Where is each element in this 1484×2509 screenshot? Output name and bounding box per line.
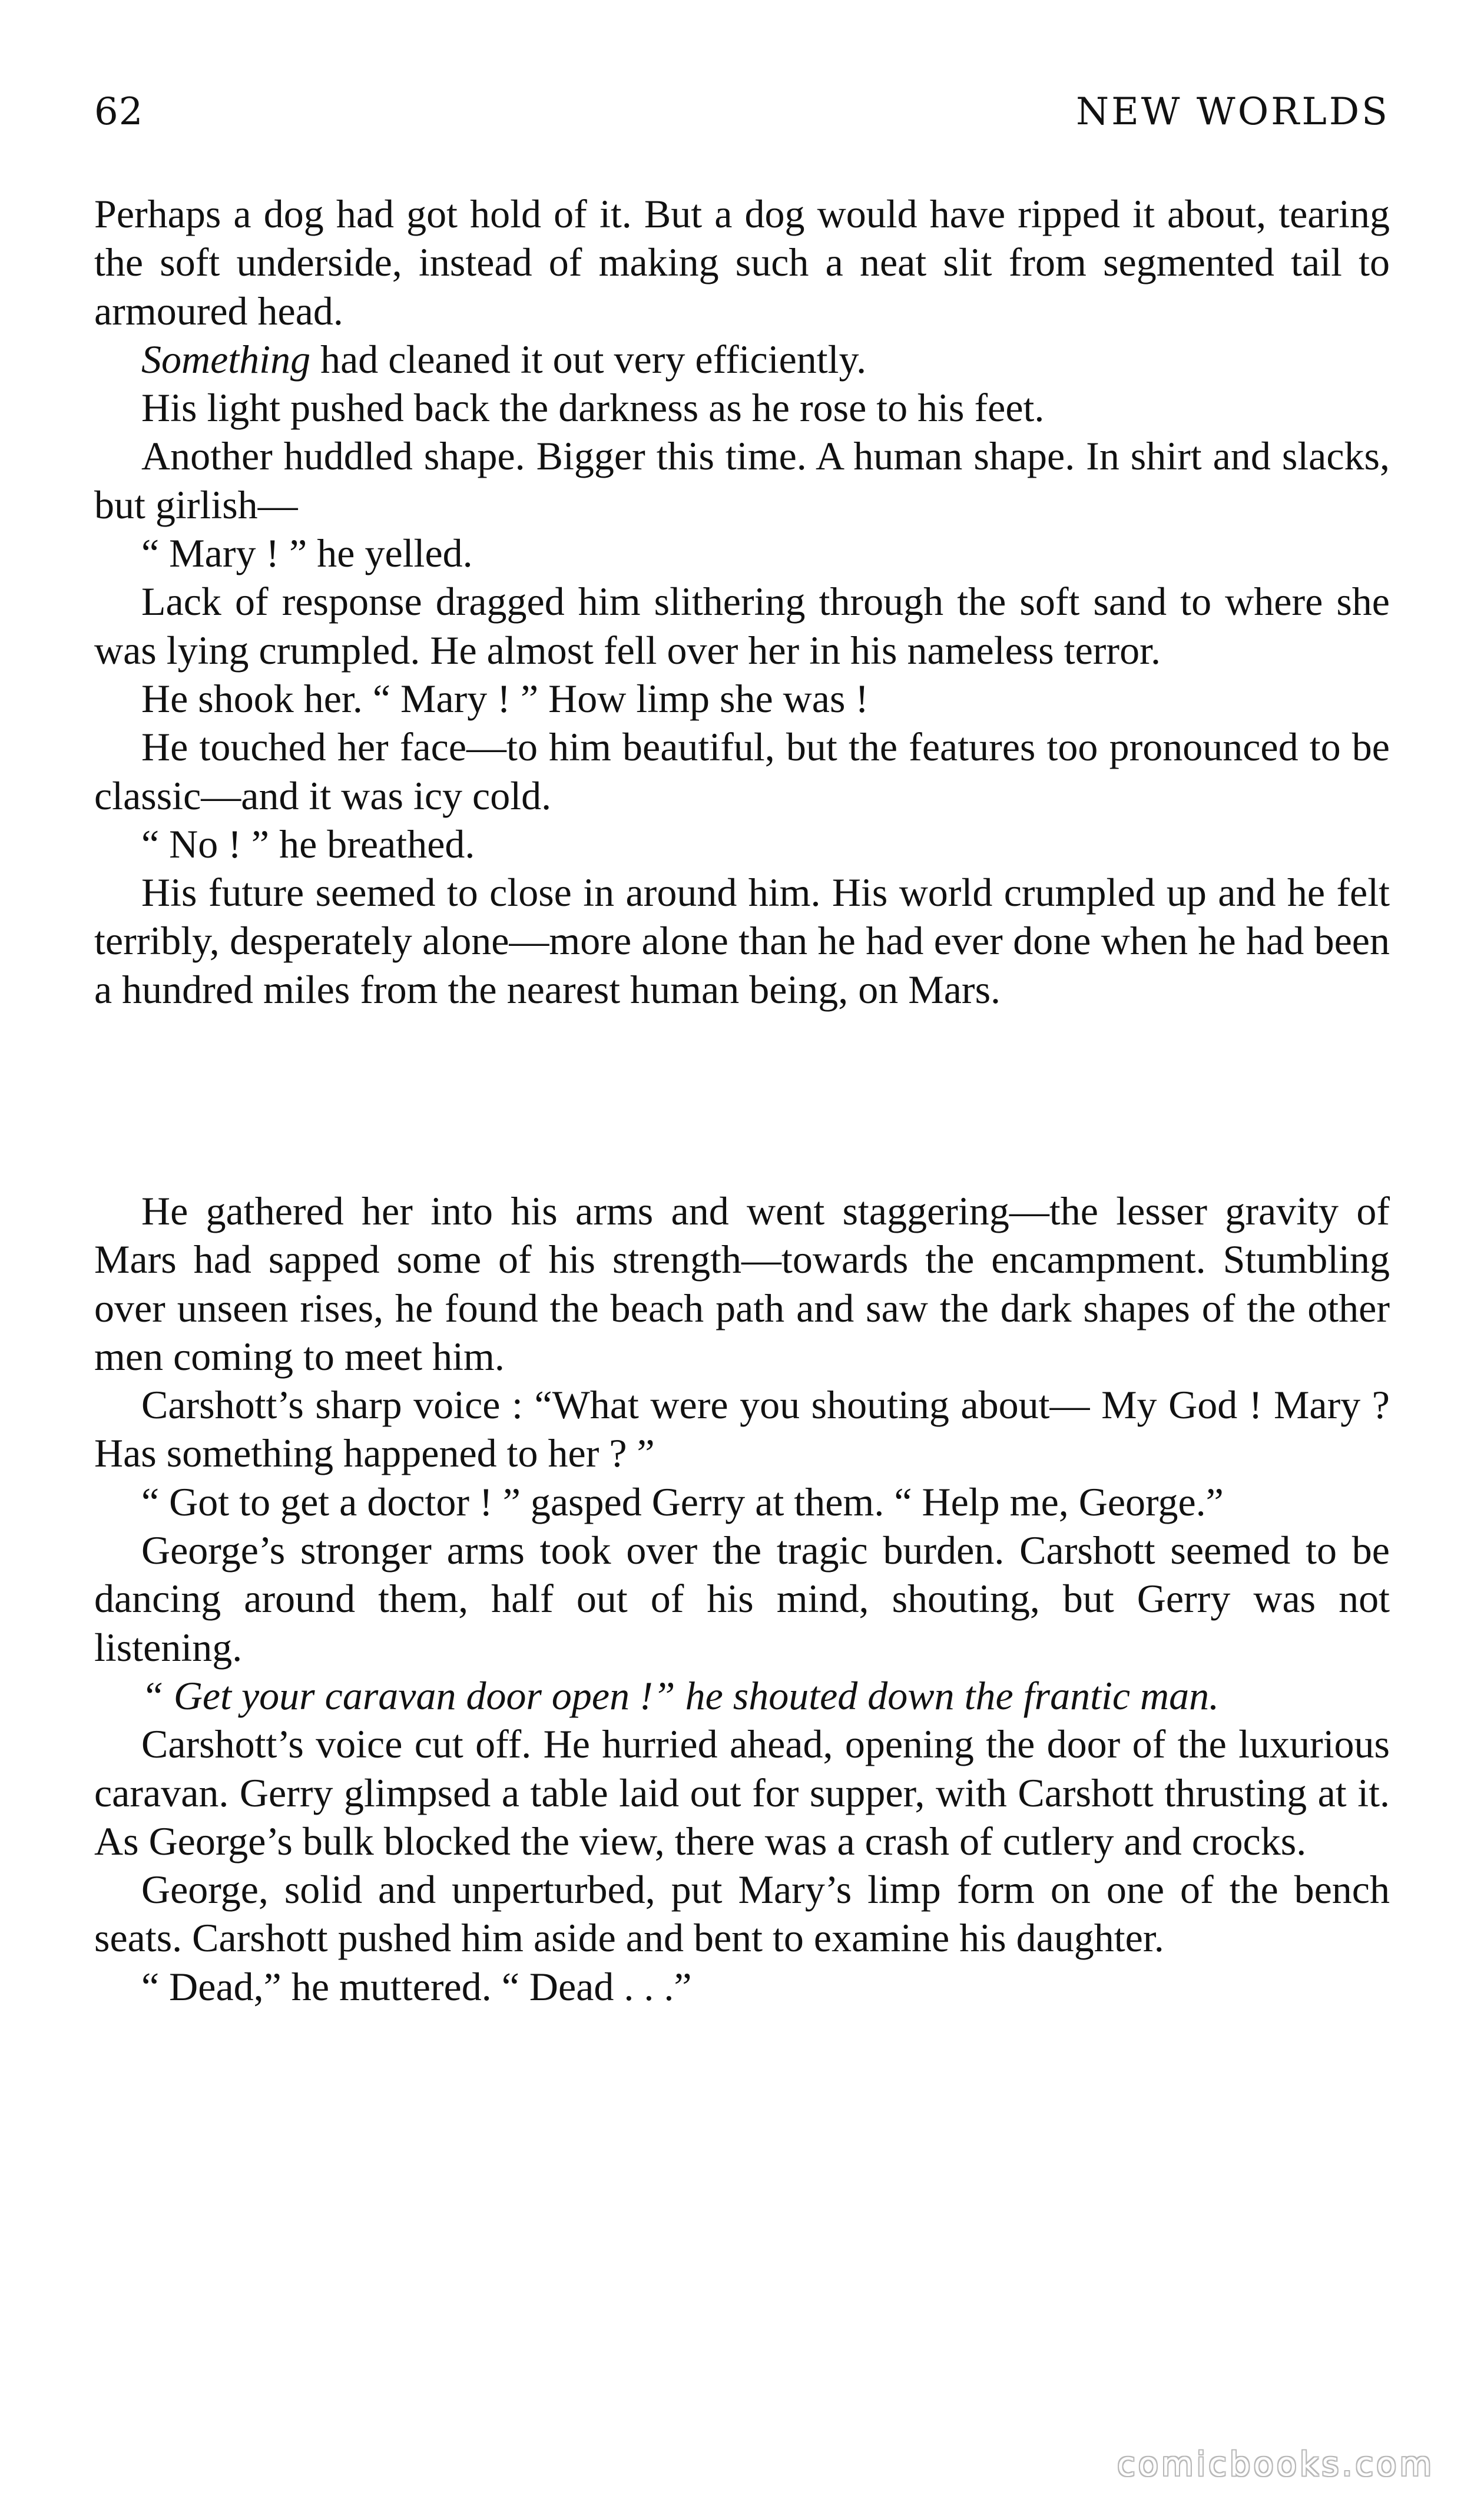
paragraph: Another huddled shape. Bigger this time. A human shape. In shirt and slacks, but girlish— xyxy=(94,433,1390,527)
paragraph: “ Got to get a doctor ! ” gasped Gerry at them. “ Help me, George.” xyxy=(141,1479,1224,1524)
paragraph xyxy=(94,1671,1390,1720)
paragraph: He touched her face—to him beautiful, but the features too pronounced to be classic—and it was icy cold. xyxy=(94,724,1390,818)
paragraph: Perhaps a dog had got hold of it. But a dog would have ripped it about, tearing the soft underside, instead of making such a neat slit from segmented tail to armoured head. xyxy=(94,191,1390,333)
paragraph xyxy=(94,335,1390,383)
paragraph: His light pushed back the darkness as he rose to his feet. xyxy=(141,385,1045,431)
paragraph: He shook her. “ Mary ! ” How limp she was ! xyxy=(141,676,869,721)
paragraph: “ Dead,” he muttered. “ Dead . . .” xyxy=(141,1964,692,2009)
italic-word: Something xyxy=(141,336,311,382)
running-title: NEW WORLDS xyxy=(1076,90,1390,134)
paragraph: George, solid and unperturbed, put Mary’s limp form on one of the bench seats. Carshott pushed him aside and bent to examine his daughter. xyxy=(94,1867,1390,1961)
italic-paragraph: “ Get your caravan door open !” he shouted down the frantic man. xyxy=(141,1673,1220,1718)
paragraph: Lack of response dragged him slithering through the soft sand to where she was lying crumpled. He almost fell over her in his nameless terror. xyxy=(94,579,1390,673)
running-head xyxy=(94,88,1390,135)
paragraph: Carshott’s voice cut off. He hurried ahead, opening the door of the luxurious caravan. Gerry glimpsed a table laid out for supper, with Carshott thrusting at it. As George’s bulk blocked the view, there was a crash of cutlery and crocks. xyxy=(94,1722,1390,1863)
paragraph-text: had cleaned it out very efficiently. xyxy=(320,336,867,382)
paragraph: Carshott’s sharp voice : “What were you shouting about— My God ! Mary ? Has something happened to her ? ” xyxy=(94,1382,1390,1476)
paragraph: He gathered her into his arms and went staggering—the lesser gravity of Mars had sapped some of his strength—towards the encampment. Stumbling over unseen rises, he found the beach path and saw the dark shapes of the other men coming to meet him. xyxy=(94,1189,1390,1379)
paragraph: His future seemed to close in around him. His world crumpled up and he felt terribly, desperately alone—more alone than he had ever done when he had been a hundred miles from the nearest human being, on Mars. xyxy=(94,870,1390,1012)
text-section-1 xyxy=(94,190,1390,1014)
page-number: 62 xyxy=(94,90,144,134)
text-section-2 xyxy=(94,1187,1390,2011)
paragraph: George’s stronger arms took over the tragic burden. Carshott seemed to be dancing around them, half out of his mind, shouting, but Gerry was not listening. xyxy=(94,1528,1390,1670)
watermark: comicbooks.com xyxy=(1117,2445,1435,2484)
paragraph: “ Mary ! ” he yelled. xyxy=(141,531,473,576)
paragraph: “ No ! ” he breathed. xyxy=(141,821,475,866)
